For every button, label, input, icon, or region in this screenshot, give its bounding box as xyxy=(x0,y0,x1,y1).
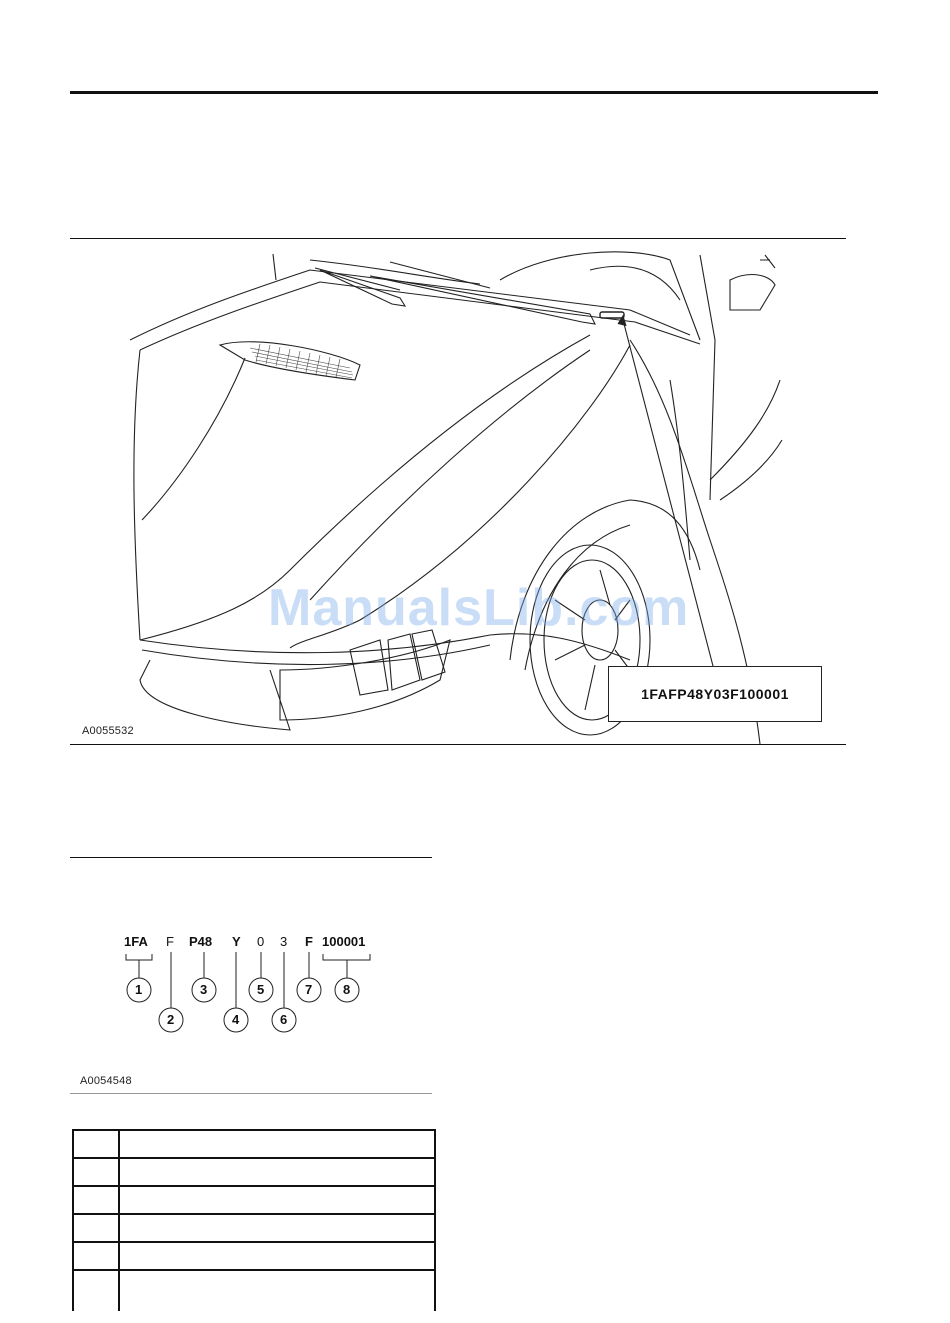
figure2-bottom-rule xyxy=(70,1093,432,1094)
vin-segment-2: F xyxy=(166,934,174,949)
table-row xyxy=(73,1214,435,1242)
vin-segment-3: P48 xyxy=(189,934,213,949)
vin-segment-6: 3 xyxy=(280,934,288,949)
callout-5: 5 xyxy=(257,982,265,997)
header-rule xyxy=(70,91,878,94)
callout-8: 8 xyxy=(343,982,351,997)
vin-segment-5: 0 xyxy=(257,934,265,949)
vin-legend-table xyxy=(72,1129,436,1311)
callout-3: 3 xyxy=(200,982,208,997)
figure1-top-rule xyxy=(70,238,846,239)
table-row xyxy=(73,1186,435,1214)
callout-7: 7 xyxy=(305,982,313,997)
vin-label: 1FAFP48Y03F100001 xyxy=(641,686,789,702)
figure2-id: A0054548 xyxy=(80,1075,132,1087)
callout-1: 1 xyxy=(135,982,143,997)
vin-label-box xyxy=(608,666,822,722)
vin-segment-1: 1FA xyxy=(124,934,148,949)
table-row xyxy=(73,1242,435,1270)
callout-6: 6 xyxy=(280,1012,288,1027)
vin-segment-8: 100001 xyxy=(322,934,366,949)
callout-2: 2 xyxy=(167,1012,175,1027)
figure1-id: A0055532 xyxy=(82,725,134,737)
table-row xyxy=(73,1130,435,1158)
vin-segment-4: Y xyxy=(232,934,241,949)
table-row xyxy=(73,1158,435,1186)
callout-4: 4 xyxy=(232,1012,240,1027)
watermark: ManualsLib.com xyxy=(268,579,690,637)
vin-breakdown-diagram xyxy=(70,858,432,1094)
vin-segment-7: F xyxy=(305,934,313,949)
table-row xyxy=(73,1270,435,1311)
figure1-bottom-rule xyxy=(70,744,846,745)
